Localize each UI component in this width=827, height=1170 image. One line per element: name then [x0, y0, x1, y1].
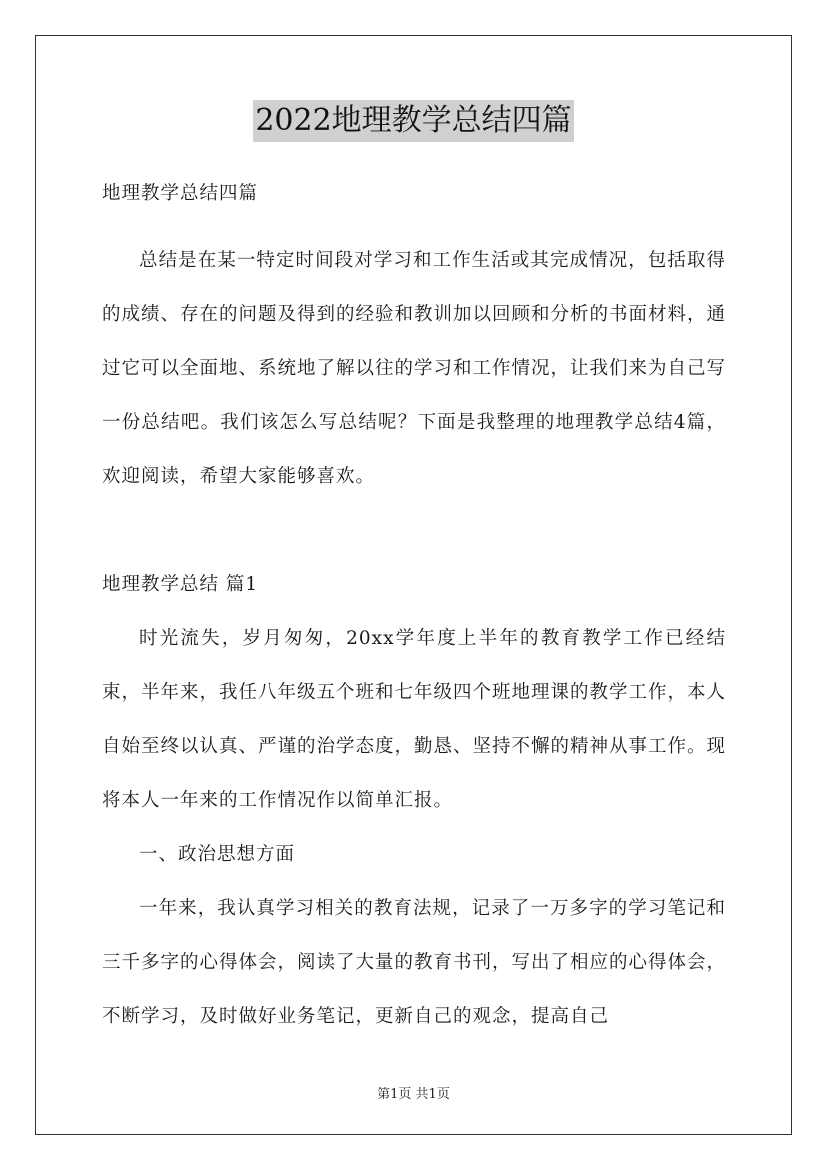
document-title: 2022地理教学总结四篇	[253, 100, 573, 142]
document-body	[102, 180, 726, 1044]
section-heading: 地理教学总结 篇1	[102, 574, 259, 595]
section-subheading: 一、政治思想方面	[139, 844, 296, 865]
document-subtitle: 地理教学总结四篇	[102, 183, 259, 204]
intro-paragraph: 总结是在某一特定时间段对学习和工作生活或其完成情况，包括取得的成绩、存在的问题及得到的经验和教训加以回顾和分析的书面材料，通过它可以全面地、系统地了解以往的学习和工作情况，让我们来为自己写一份总结吧。我们该怎么写总结呢？下面是我整理的地理教学总结4篇，欢迎阅读，希望大家能够喜欢。	[102, 250, 727, 487]
title-container	[0, 100, 827, 142]
page-footer: 第1页 共1页	[377, 1087, 450, 1102]
section-paragraph: 时光流失，岁月匆匆，20xx学年度上半年的教育教学工作已经结束，半年来，我任八年级五个班和七年级四个班地理课的教学工作，本人自始至终以认真、严谨的治学态度，勤恳、坚持不懈的精神从事工作。现将本人一年来的工作情况作以简单汇报。	[102, 628, 727, 811]
section-paragraph: 一年来，我认真学习相关的教育法规，记录了一万多字的学习笔记和三千多字的心得体会，阅读了大量的教育书刊，写出了相应的心得体会，不断学习，及时做好业务笔记，更新自己的观念，提高自己	[102, 898, 727, 1027]
